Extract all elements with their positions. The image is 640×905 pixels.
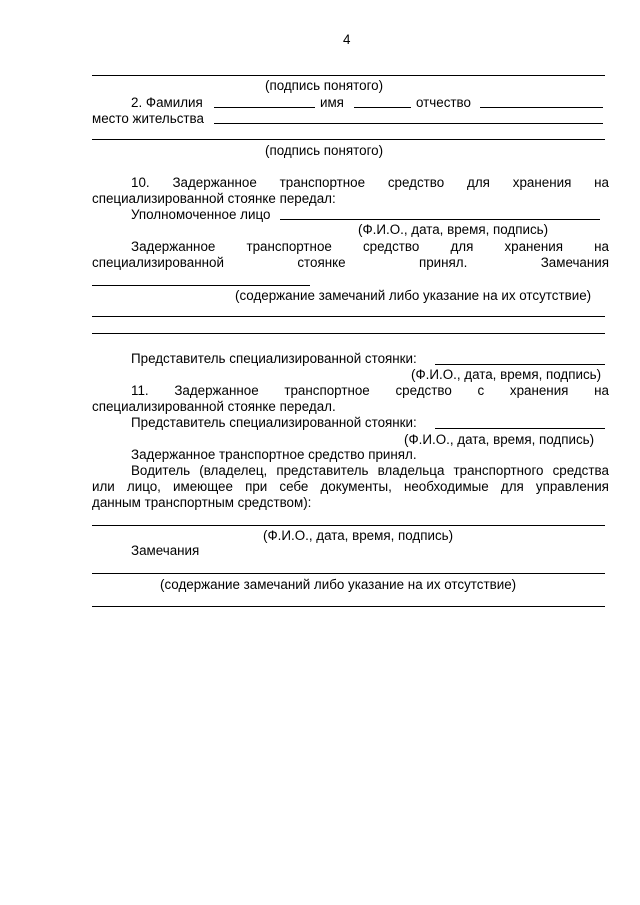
signature-line-witness-1 bbox=[92, 75, 605, 76]
surname-label: 2. Фамилия bbox=[131, 95, 203, 110]
remarks-label-11: Замечания bbox=[131, 543, 200, 558]
parking-rep-label-11: Представитель специализированной стоянки: bbox=[131, 415, 417, 430]
driver-line-2: или лицо, имеющее при себе документы, необходимые для управления bbox=[92, 479, 609, 494]
section-10-line-2: специализированной стоянке передал: bbox=[92, 191, 336, 206]
accepted-line-2: специализированной стоянке принял. Замечания bbox=[92, 255, 609, 270]
driver-signature-field[interactable] bbox=[92, 525, 605, 526]
remarks-line-10-a[interactable] bbox=[92, 316, 605, 317]
signature-line-witness-2[interactable] bbox=[92, 139, 605, 140]
name-field[interactable] bbox=[354, 107, 411, 108]
parking-rep-field-10[interactable] bbox=[435, 364, 605, 365]
remarks-line-11-b[interactable] bbox=[92, 606, 605, 607]
patronymic-field[interactable] bbox=[480, 107, 603, 108]
authorized-person-field[interactable] bbox=[280, 219, 600, 220]
remarks-field-10[interactable] bbox=[92, 285, 310, 286]
remarks-field-11[interactable] bbox=[92, 573, 605, 574]
patronymic-label: отчество bbox=[416, 95, 471, 110]
parking-rep-field-11[interactable] bbox=[435, 428, 605, 429]
remarks-caption-11: (содержание замечаний либо указание на их отсутствие) bbox=[160, 577, 517, 592]
name-label: имя bbox=[320, 95, 344, 110]
page-number: 4 bbox=[343, 32, 351, 47]
section-11-line-2: специализированной стоянке передал. bbox=[92, 399, 336, 414]
witness-signature-caption-2: (подпись понятого) bbox=[265, 143, 384, 158]
surname-field[interactable] bbox=[214, 107, 315, 108]
remarks-line-10-b[interactable] bbox=[92, 333, 605, 334]
parking-rep-caption-10: (Ф.И.О., дата, время, подпись) bbox=[411, 367, 602, 382]
driver-fio-caption: (Ф.И.О., дата, время, подпись) bbox=[263, 528, 454, 543]
remarks-caption-10: (содержание замечаний либо указание на их отсутствие) bbox=[235, 288, 592, 303]
driver-line-3: данным транспортным средством): bbox=[92, 495, 312, 510]
section-11-line-1: 11. Задержанное транспортное средство с хранения на bbox=[131, 383, 609, 398]
accepted-line-1: Задержанное транспортное средство для хранения на bbox=[131, 239, 609, 254]
residence-field[interactable] bbox=[214, 123, 603, 124]
parking-rep-label-10: Представитель специализированной стоянки: bbox=[131, 351, 417, 366]
witness-signature-caption: (подпись понятого) bbox=[265, 78, 384, 93]
parking-rep-caption-11: (Ф.И.О., дата, время, подпись) bbox=[404, 432, 595, 447]
residence-label: место жительства bbox=[92, 111, 204, 126]
section-10-line-1: 10. Задержанное транспортное средство для хранения на bbox=[131, 175, 609, 190]
authorized-person-label: Уполномоченное лицо bbox=[131, 207, 271, 222]
driver-line-1: Водитель (владелец, представитель владельца транспортного средства bbox=[131, 463, 609, 478]
authorized-fio-caption: (Ф.И.О., дата, время, подпись) bbox=[358, 222, 549, 237]
accepted-text-11: Задержанное транспортное средство принял. bbox=[131, 447, 417, 462]
